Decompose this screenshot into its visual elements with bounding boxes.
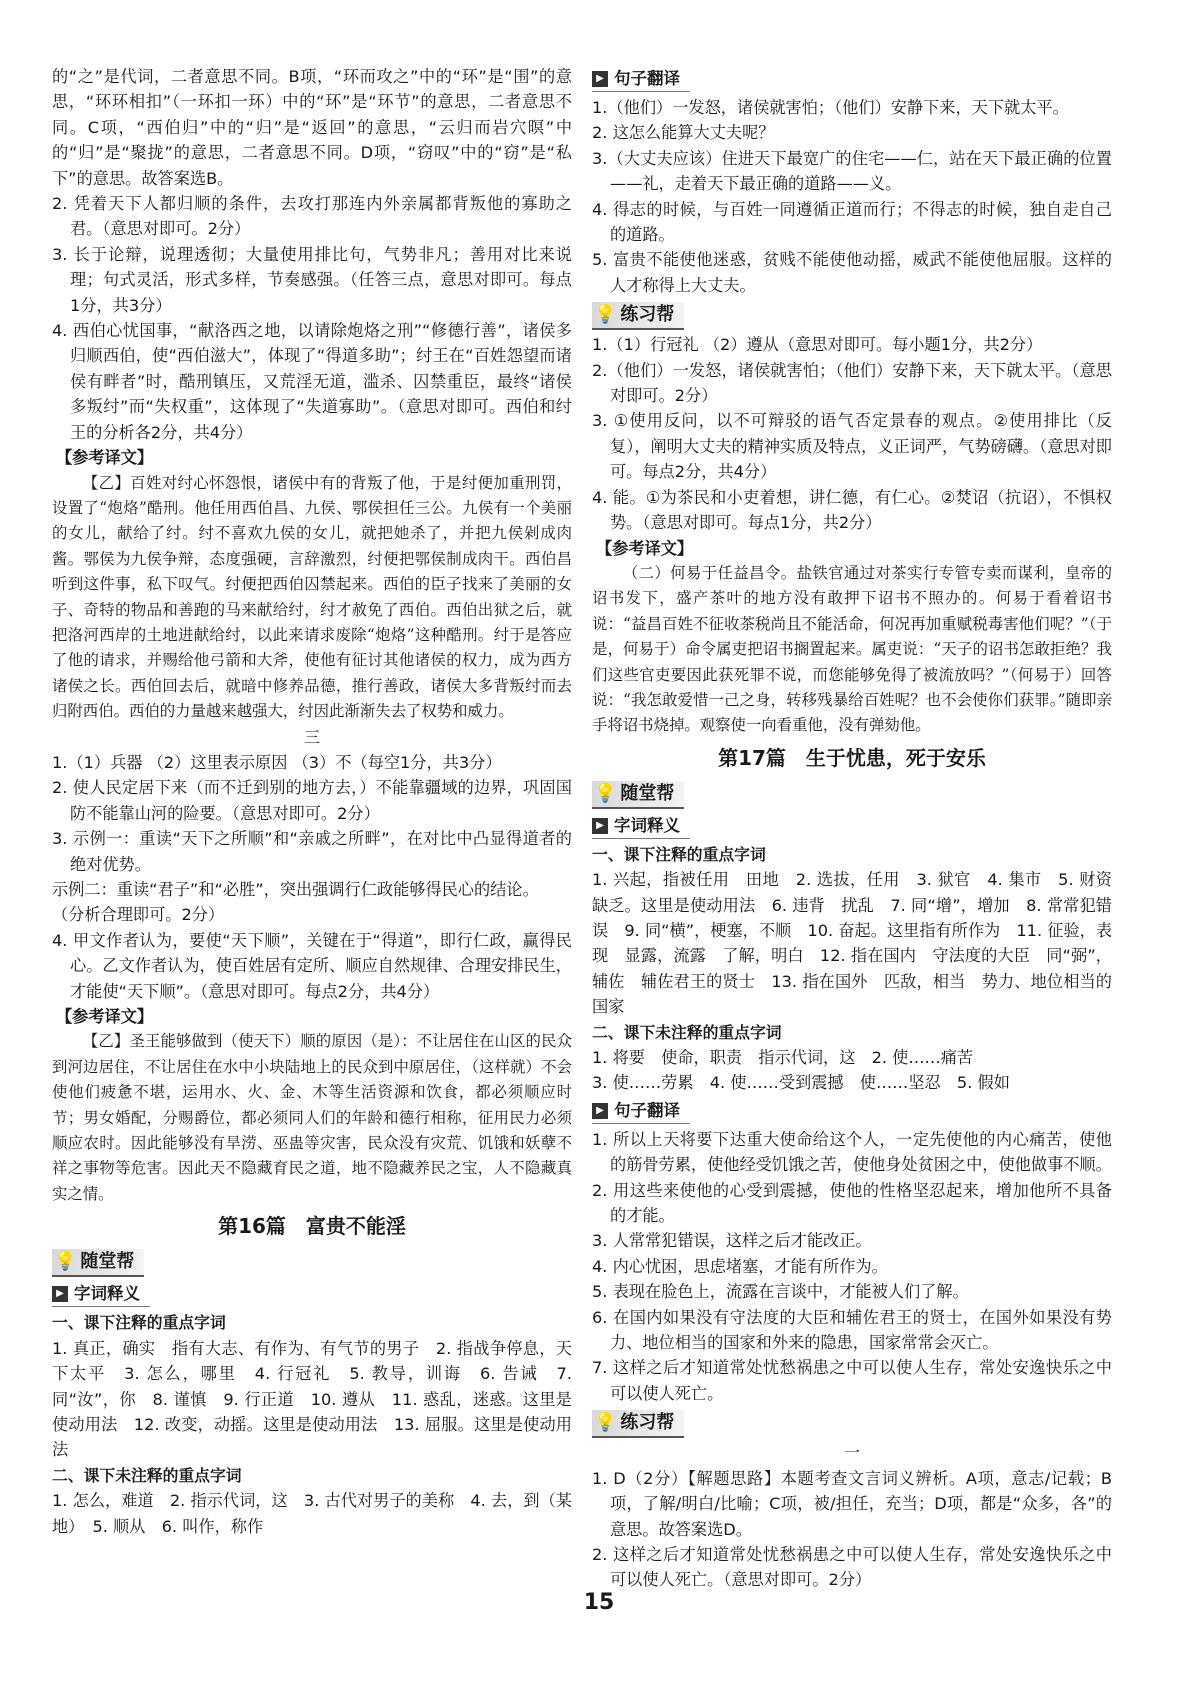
translation-1: 1.（他们）一发怒，诸侯就害怕；（他们）安静下来，天下就太平。 (592, 98, 1069, 117)
play-icon: ▶ (52, 1286, 68, 1302)
word-list: 1. 真正，确实 指有大志、有作为、有气节的男子 2. 指战争停息，天下太平 3. 怎么，哪里 4. 行冠礼 5. 教导，训诲 6. 告诫 7. 同“汝”，你 8. 谨慎 9. 行正道 10. 遵从 11. 惑乱，迷惑。这里是使动用法 12. 改变，动摇。这里是使动用法 13. 屈服。这里是使动用法 (52, 1338, 572, 1460)
translation-3: 3.（大丈夫应该）住进天下最宽广的住宅——仁，站在天下最正确的位置——礼，走着天下最正确的道路——义。 (592, 148, 1112, 194)
section-banner (592, 1410, 684, 1438)
page-number: 15 (583, 1590, 615, 1615)
subsection-tag (592, 814, 690, 839)
translation-2: 2. 用这些来使他的心受到震撼，使他的性格坚忍起来，增加他所不具备的才能。 (592, 1180, 1112, 1226)
section-number: 一 (843, 1443, 861, 1463)
translation-7: 7. 这样之后才知道常处忧愁祸患之中可以使人生存，常处安逸快乐之中可以使人死亡。 (592, 1358, 1112, 1403)
play-icon: ▶ (592, 1103, 608, 1119)
lesson-title: 第17篇 生于忧患，死于安乐 (718, 745, 986, 770)
tag-label: 字词释义 (614, 815, 680, 835)
translation-5: 5. 表现在脸色上，流露在言谈中，才能被人们了解。 (592, 1282, 969, 1302)
answer-4: 4. 甲文作者认为，要使“天下顺”，关键在于“得道”，即行仁政，赢得民心。乙文作者认为，使百姓居有定所、顺应自然规律、合理安排民生，才能使“天下顺”。（意思对即可。每点2分，共4分） (52, 930, 572, 1001)
subheading: 二、课下未注释的重点字词 (52, 1465, 242, 1485)
right-column (592, 64, 1112, 1593)
translation-6: 6. 在国内如果没有守法度的大臣和辅佐君王的贤士，在国外如果没有势力、地位相当的国家和外来的隐患，国家常常会灭亡。 (592, 1307, 1112, 1353)
reference-translation: （二）何易于任益昌令。盐铁官通过对茶实行专管专卖而谋利，皇帝的诏书发下，盛产茶叶的地方没有敢押下诏书不照办的。何易于看着诏书说：“益昌百姓不征收茶税尚且不能活命，何况再加重赋税毒害他们呢？”（于是，何易于）命令属吏把诏书搁置起来。属吏说：“天子的诏书怎敢拒绝？我们这些官吏要因此获死罪不说，而您能够免得了被流放吗？”（何易于）回答说：“我怎敢爱惜一己之身，转移残暴给百姓呢？也不会使你们获罪。”随即亲手将诏书烧掉。观察使一向看重他，没有弹劾他。 (592, 563, 1112, 735)
tag-label: 字词释义 (74, 1284, 140, 1304)
tag-label: 句子翻译 (614, 1100, 680, 1120)
word-list: 1. 兴起，指被任用 田地 2. 选拔，任用 3. 狱官 4. 集市 5. 财资缺乏。这里是使动用法 6. 违背 扰乱 7. 同“增”，增加 8. 常常犯错误 9. 同“横”，梗塞，不顺 10. 奋起。这里指有所作为 11. 征验，表现 显露，流露 了解，明白 12. 指在国内 守法度的大臣 同“弼”，辅佐 辅佐君王的贤士 13. 指在国外 匹敌，相当 势力、地位相当的国家 (592, 870, 1113, 1017)
banner-label: 随堂帮 (620, 782, 675, 804)
answer-1: 1.（1）兵器 （2）这里表示原因 （3）不（每空1分，共3分） (52, 752, 502, 772)
reference-translation: 【乙】圣王能够做到（使天下）顺的原因（是）：不让居住在山区的民众到河边居住，不让居住在水中小块陆地上的民众到中原居住，（这样就）不会使他们疲惫不堪，运用水、火、金、木等生活资源和饮食，都必须顺应时节；男女婚配，分赐爵位，都必须同人们的年龄和德行相称，征用民力必须顺应农时。因此能够没有旱涝、巫蛊等灾害，民众没有灾荒、饥饿和妖孽不祥之事物等危害。因此天不隐藏育民之道，地不隐藏养民之宝，人不隐藏真实之情。 (52, 1032, 572, 1203)
answer-3-example-2: 示例二：重读“君子”和“必胜”，突出强调行仁政能够得民心的结论。 (52, 880, 539, 899)
play-icon: ▶ (592, 71, 608, 87)
reference-translation: 【乙】百姓对纣心怀怨恨，诸侯中有的背叛了他，于是纣便加重刑罚，设置了“炮烙”酷刑。他任用西伯昌、九侯、鄂侯担任三公。九侯有一个美丽的女儿，献给了纣。纣不喜欢九侯的女儿，就把她杀了，并把九侯剁成肉酱。鄂侯为九侯争辩，态度强硬，言辞激烈，纣便把鄂侯制成肉干。西伯昌听到这件事，私下叹气。纣便把西伯囚禁起来。西伯的臣子找来了美丽的女子、奇特的物品和善跑的马来献给纣，纣才赦免了西伯。西伯出狱之后，就把洛河西岸的土地进献给纣，以此来请求废除“炮烙”这种酷刑。纣于是答应了他的请求，并赐给他弓箭和大斧，使他有征讨其他诸侯的权力，成为西方诸侯之长。西伯回去后，就暗中修养品德，推行善政，诸侯大多背叛纣而去归附西伯。西伯的力量越来越强大，纣因此渐渐失去了权势和威力。 (52, 473, 572, 721)
section-banner (592, 302, 684, 330)
left-column (52, 64, 572, 1539)
subsection-tag (592, 67, 690, 92)
subheading: 二、课下未注释的重点字词 (592, 1022, 782, 1042)
answer-2: 2. 凭着天下人都归顺的条件，去攻打那连内外亲属都背叛他的寡助之君。（意思对即可。2分） (52, 194, 572, 239)
answer-4: 4. 西伯心忧国事，“献洛西之地，以请除炮烙之刑”“修德行善”，诸侯多归顺西伯，使“西伯滋大”，体现了“得道多助”；纣王在“百姓怨望而诸侯有畔者”时，酷刑镇压，又荒淫无道，滥杀、囚禁重臣，最终“诸侯多叛纣”而“失权重”，这体现了“失道寡助”。（意思对即可。西伯和纣王的分析各2分，共4分） (52, 321, 572, 442)
lightbulb-icon: 💡 (594, 304, 617, 326)
lightbulb-icon: 💡 (54, 1251, 77, 1273)
subheading: 一、课下注释的重点字词 (52, 1313, 226, 1333)
translation-4: 4. 内心忧困，思虑堵塞，才能有所作为。 (592, 1256, 888, 1276)
reference-translation-heading: 【参考译文】 (56, 1007, 154, 1027)
section-banner (592, 781, 684, 809)
play-icon: ▶ (592, 818, 608, 834)
tag-label: 句子翻译 (614, 69, 680, 88)
translation-2: 2. 这怎么能算大丈夫呢？ (592, 123, 775, 143)
lesson-title: 第16篇 富贵不能淫 (218, 1214, 406, 1239)
lightbulb-icon: 💡 (594, 1412, 617, 1434)
translation-5: 5. 富贵不能使他迷惑，贫贱不能使他动摇，威武不能使他屈服。这样的人才称得上大丈夫。 (592, 250, 1112, 295)
exercise-answer-4: 4. 能。①为茶民和小吏着想，讲仁德，有仁心。②焚诏（抗诏），不惧权势。（意思对即可。每点1分，共2分） (592, 487, 1112, 533)
section-banner (52, 1249, 144, 1277)
reference-translation-heading: 【参考译文】 (596, 538, 694, 558)
exercise-answer-1: 1. D（2分）【解题思路】本题考查文言词义辨析。A项，意志/记载；B项，了解/明白/比喻；C项，被/担任，充当；D项，都是“众多，各”的意思。故答案选D。 (592, 1468, 1112, 1539)
banner-label: 练习帮 (620, 304, 675, 326)
translation-3: 3. 人常常犯错误，这样之后才能改正。 (592, 1231, 872, 1251)
exercise-answer-2: 2.（他们）一发怒，诸侯就害怕；（他们）安静下来，天下就太平。（意思对即可。2分） (592, 360, 1112, 406)
answer-2: 2. 使人民定居下来（而不迁到别的地方去，）不能靠疆域的边界，巩固国防不能靠山河的险要。（意思对即可。2分） (52, 778, 572, 823)
answer-3-note: （分析合理即可。2分） (52, 905, 225, 925)
exercise-answer-3: 3. ①使用反问，以不可辩驳的语气否定景春的观点。②使用排比（反复），阐明大丈夫的精神实质及特点，义正词严，气势磅礴。（意思对即可。每点2分，共4分） (592, 411, 1112, 482)
exercise-answer-1: 1.（1）行冠礼 （2）遵从（意思对即可。每小题1分，共2分） (592, 335, 1043, 355)
exercise-answer-2: 2. 这样之后才知道常处忧愁祸患之中可以使人生存，常处安逸快乐之中可以使人死亡。（意思对即可。2分） (592, 1544, 1112, 1590)
word-list: 3. 使……劳累 4. 使……受到震撼 使……坚忍 5. 假如 (592, 1073, 1010, 1093)
lightbulb-icon: 💡 (594, 782, 617, 804)
translation-1: 1. 所以上天将要下达重大使命给这个人，一定先使他的内心痛苦，使他的筋骨劳累，使他经受饥饿之苦，使他身处贫困之中，使他做事不顺。 (592, 1129, 1112, 1175)
translation-4: 4. 得志的时候，与百姓一同遵循正道而行；不得志的时候，独自走自己的道路。 (592, 199, 1112, 245)
answer-3: 3. 长于论辩，说理透彻；大量使用排比句，气势非凡；善用对比来说理；句式灵活，形式多样，节奏感强。（任答三点，意思对即可。每点1分，共3分） (52, 244, 572, 315)
banner-label: 随堂帮 (80, 1251, 135, 1273)
section-number: 三 (303, 727, 321, 747)
word-list: 1. 怎么，难道 2. 指示代词，这 3. 古代对男子的美称 4. 去，到（某地） 5. 顺从 6. 叫作，称作 (52, 1491, 572, 1536)
reference-translation-heading: 【参考译文】 (56, 448, 154, 468)
answer-3-example-1: 3. 示例一：重读“天下之所顺”和“亲戚之所畔”，在对比中凸显得道者的绝对优势。 (52, 829, 572, 874)
subheading: 一、课下注释的重点字词 (592, 844, 766, 864)
banner-label: 练习帮 (620, 1412, 675, 1434)
subsection-tag (52, 1282, 150, 1307)
word-list: 1. 将要 使命，职责 指示代词，这 2. 使……痛苦 (592, 1048, 974, 1067)
answer-continuation: 的“之”是代词，二者意思不同。B项，“环而攻之”中的“环”是“围”的意思，“环环相扣”（一环扣一环）中的“环”是“环节”的意思，二者意思不同。C项，“西伯归”中的“归”是“返回”的意思，“云归而岩穴暝”中的“归”是“聚拢”的意思，二者意思不同。D项，“窃叹”中的“窃”是“私下”的意思。故答案选B。 (52, 67, 572, 188)
subsection-tag (592, 1099, 690, 1124)
